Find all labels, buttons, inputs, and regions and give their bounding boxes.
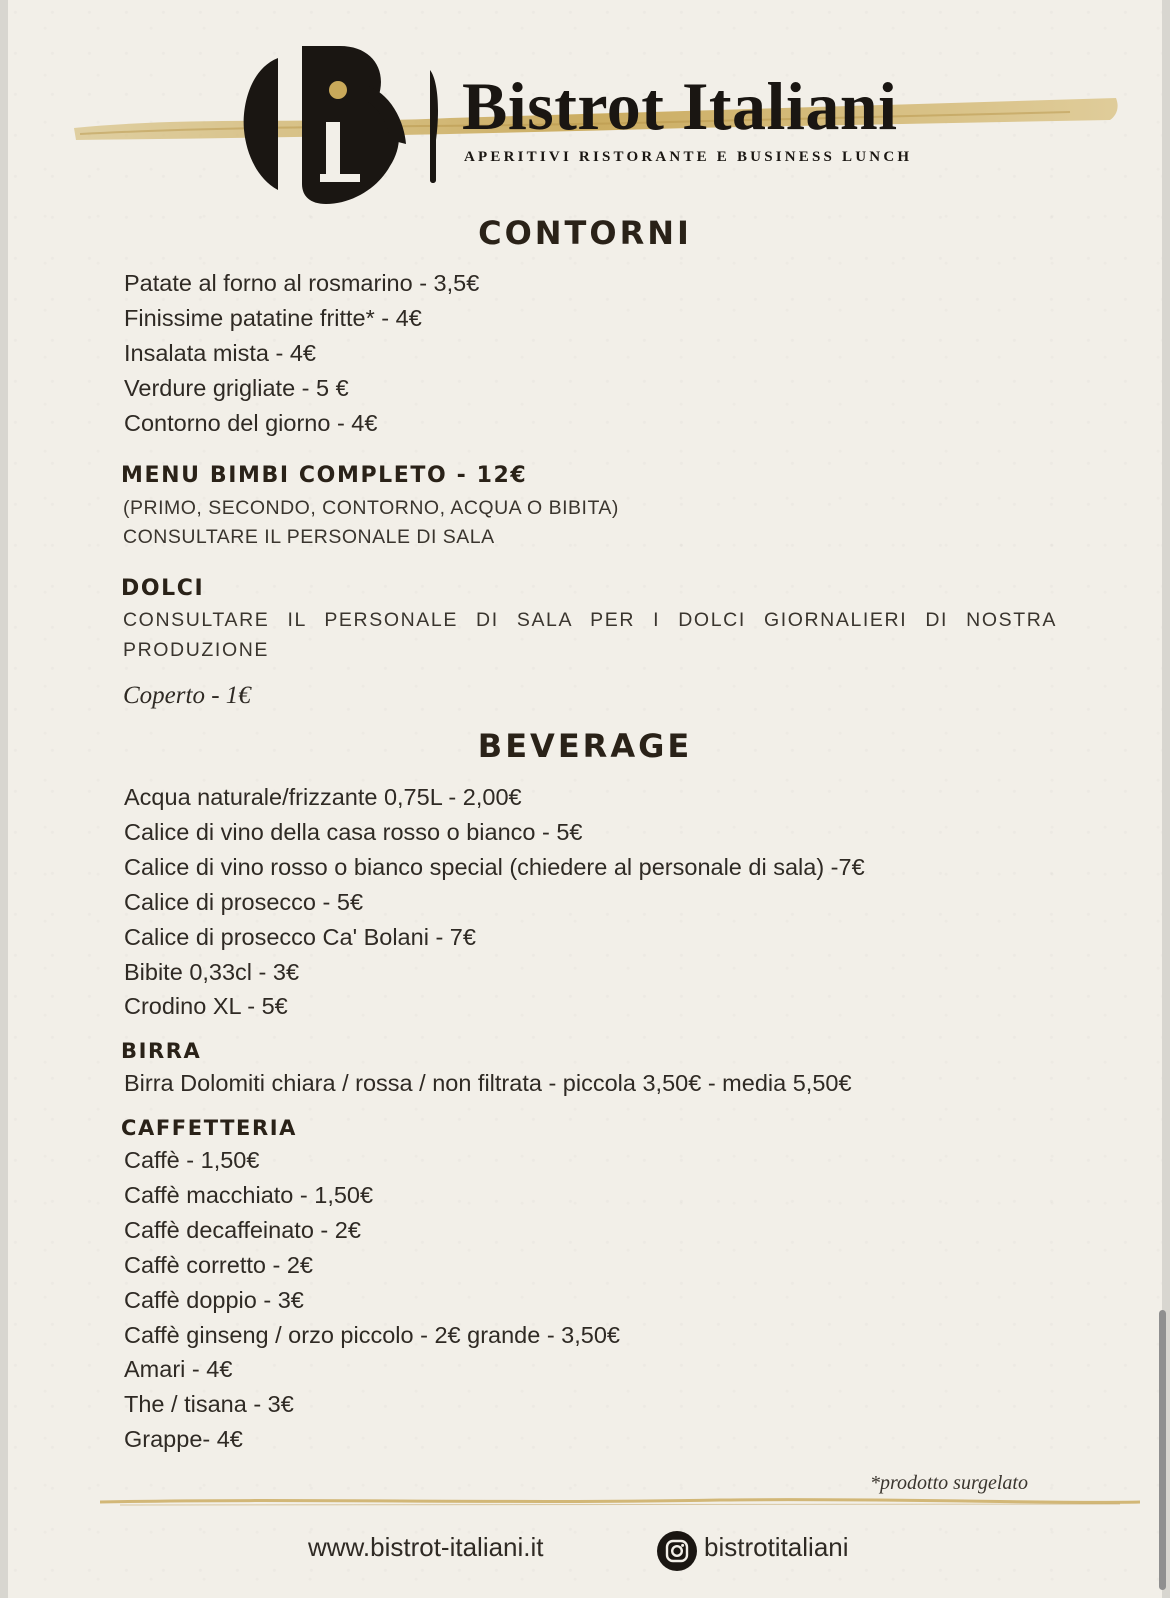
- caffetteria-list: [124, 1143, 620, 1457]
- beverage-list: [124, 780, 865, 1024]
- birra-title: BIRRA: [121, 1039, 202, 1063]
- caffetteria-title: CAFFETTERIA: [121, 1116, 298, 1140]
- list-item: Caffè decaffeinato - 2€: [124, 1216, 361, 1243]
- dolci-title: DOLCI: [121, 576, 205, 601]
- list-item: Calice di prosecco Ca' Bolani - 7€: [124, 923, 476, 950]
- list-item: Amari - 4€: [124, 1356, 233, 1383]
- menu-page: [8, 0, 1162, 1598]
- list-item: Caffè macchiato - 1,50€: [124, 1181, 374, 1208]
- list-item: Patate al forno al rosmarino - 3,5€: [124, 270, 480, 296]
- footer-divider: [100, 1492, 1140, 1510]
- list-item: Bibite 0,33cl - 3€: [124, 958, 300, 985]
- list-item: Contorno del giorno - 4€: [124, 409, 378, 436]
- list-item: Verdure grigliate - 5 €: [124, 374, 349, 401]
- menu-bimbi-title: MENU BIMBI COMPLETO - 12€: [121, 463, 528, 488]
- scrollbar[interactable]: [1159, 1310, 1166, 1590]
- list-item: Calice di vino rosso o bianco special (chiedere al personale di sala) -7€: [124, 853, 865, 880]
- list-item: Calice di vino della casa rosso o bianco - 5€: [124, 818, 583, 845]
- footnote-frozen: *prodotto surgelato: [870, 1472, 1028, 1494]
- list-item: Caffè ginseng / orzo piccolo - 2€ grande - 3,50€: [124, 1321, 620, 1348]
- instagram-handle-link[interactable]: bistrotitaliani: [704, 1532, 849, 1562]
- list-item: Caffè doppio - 3€: [124, 1286, 304, 1313]
- list-item: Finissime patatine fritte* - 4€: [124, 304, 422, 331]
- coperto-price: Coperto - 1€: [123, 682, 251, 709]
- list-item: Calice di prosecco - 5€: [124, 888, 364, 915]
- section-title-beverage: BEVERAGE: [477, 727, 693, 765]
- list-item: The / tisana - 3€: [124, 1391, 294, 1418]
- menu-bimbi-line1: (PRIMO, SECONDO, CONTORNO, ACQUA O BIBITA): [123, 497, 619, 519]
- bistrot-italiani-monogram-icon: [240, 40, 460, 210]
- brand-name: Bistrot Italiani: [462, 68, 898, 144]
- list-item: Crodino XL - 5€: [124, 993, 288, 1020]
- instagram-icon: [656, 1530, 698, 1572]
- website-link[interactable]: www.bistrot-italiani.it: [308, 1532, 544, 1562]
- list-item: Caffè - 1,50€: [124, 1147, 260, 1173]
- birra-list: [124, 1066, 852, 1101]
- menu-bimbi-line2: CONSULTARE IL PERSONALE DI SALA: [123, 526, 495, 548]
- list-item: Birra Dolomiti chiara / rossa / non filtrata - piccola 3,50€ - media 5,50€: [124, 1070, 852, 1096]
- list-item: Caffè corretto - 2€: [124, 1251, 313, 1278]
- list-item: Insalata mista - 4€: [124, 339, 317, 366]
- list-item: Acqua naturale/frizzante 0,75L - 2,00€: [124, 784, 522, 810]
- brand-tagline: APERITIVI RISTORANTE E BUSINESS LUNCH: [464, 149, 913, 165]
- dolci-text: CONSULTARE IL PERSONALE DI SALA PER I DOLCI GIORNALIERI DI NOSTRA PRODUZIONE: [123, 609, 1057, 661]
- list-item: Grappe- 4€: [124, 1426, 243, 1453]
- contorni-list: [124, 266, 479, 441]
- section-title-contorni: CONTORNI: [478, 214, 692, 252]
